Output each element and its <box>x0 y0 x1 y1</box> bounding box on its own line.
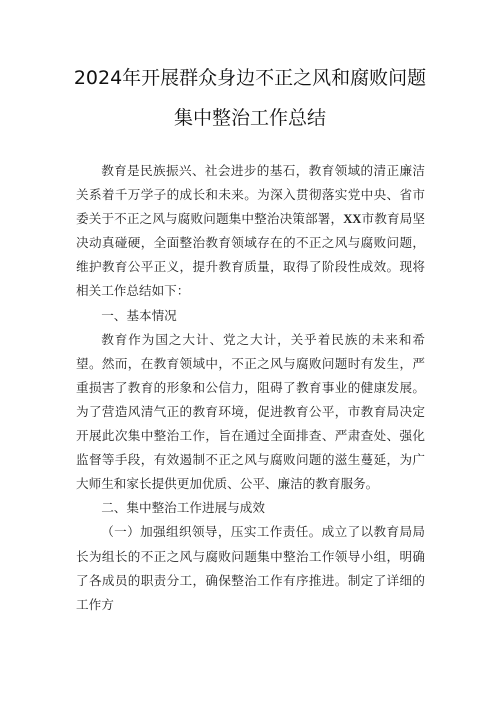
intro-paragraph <box>76 159 425 304</box>
section-heading-basic-situation: 一、基本情况 <box>101 307 177 323</box>
document-title-line-2: 集中整治工作总结 <box>173 107 326 129</box>
progress-paragraph: （一）加强组织领导，压实工作责任。成立了以教育局局长为组长的不正之风与腐败问题集中整治工作领导小组，明确了各成员的职责分工，确保整治工作有序推进。制定了详细的工作方 <box>76 524 425 612</box>
document-body <box>76 159 425 617</box>
document-title-line-1: 2024年开展群众身边不正之风和腐败问题 <box>73 67 427 89</box>
city-placeholder: XX <box>343 212 362 227</box>
section-heading-progress: 二、集中整治工作进展与成效 <box>101 500 265 516</box>
intro-text-before: 教育是民族振兴、社会进步的基石，教育领域的清正廉洁关系着千万学子的成长和未来。为深入贯彻落实党中央、省市委关于不正之风与腐败问题集中整治决策部署， <box>76 163 425 227</box>
intro-text-after: 市教育局坚决动真碰硬，全面整治教育领域存在的不正之风与腐败问题，维护教育公平正义，提升教育质量，取得了阶段性成效。现将相关工作总结如下： <box>76 211 426 299</box>
basic-situation-paragraph: 教育作为国之大计、党之大计，关乎着民族的未来和希望。然而，在教育领域中，不正之风与腐败问题时有发生，严重损害了教育的形象和公信力，阻碍了教育事业的健康发展。为了营造风清气正的教育环境，促进教育公平，市教育局决定开展此次集中整治工作，旨在通过全面排查、严肃查处、强化监督等手段，有效遏制不正之风与腐败问题的滋生蔓延，为广大师生和家长提供更加优质、公平、廉洁的教育服务。 <box>76 331 425 492</box>
